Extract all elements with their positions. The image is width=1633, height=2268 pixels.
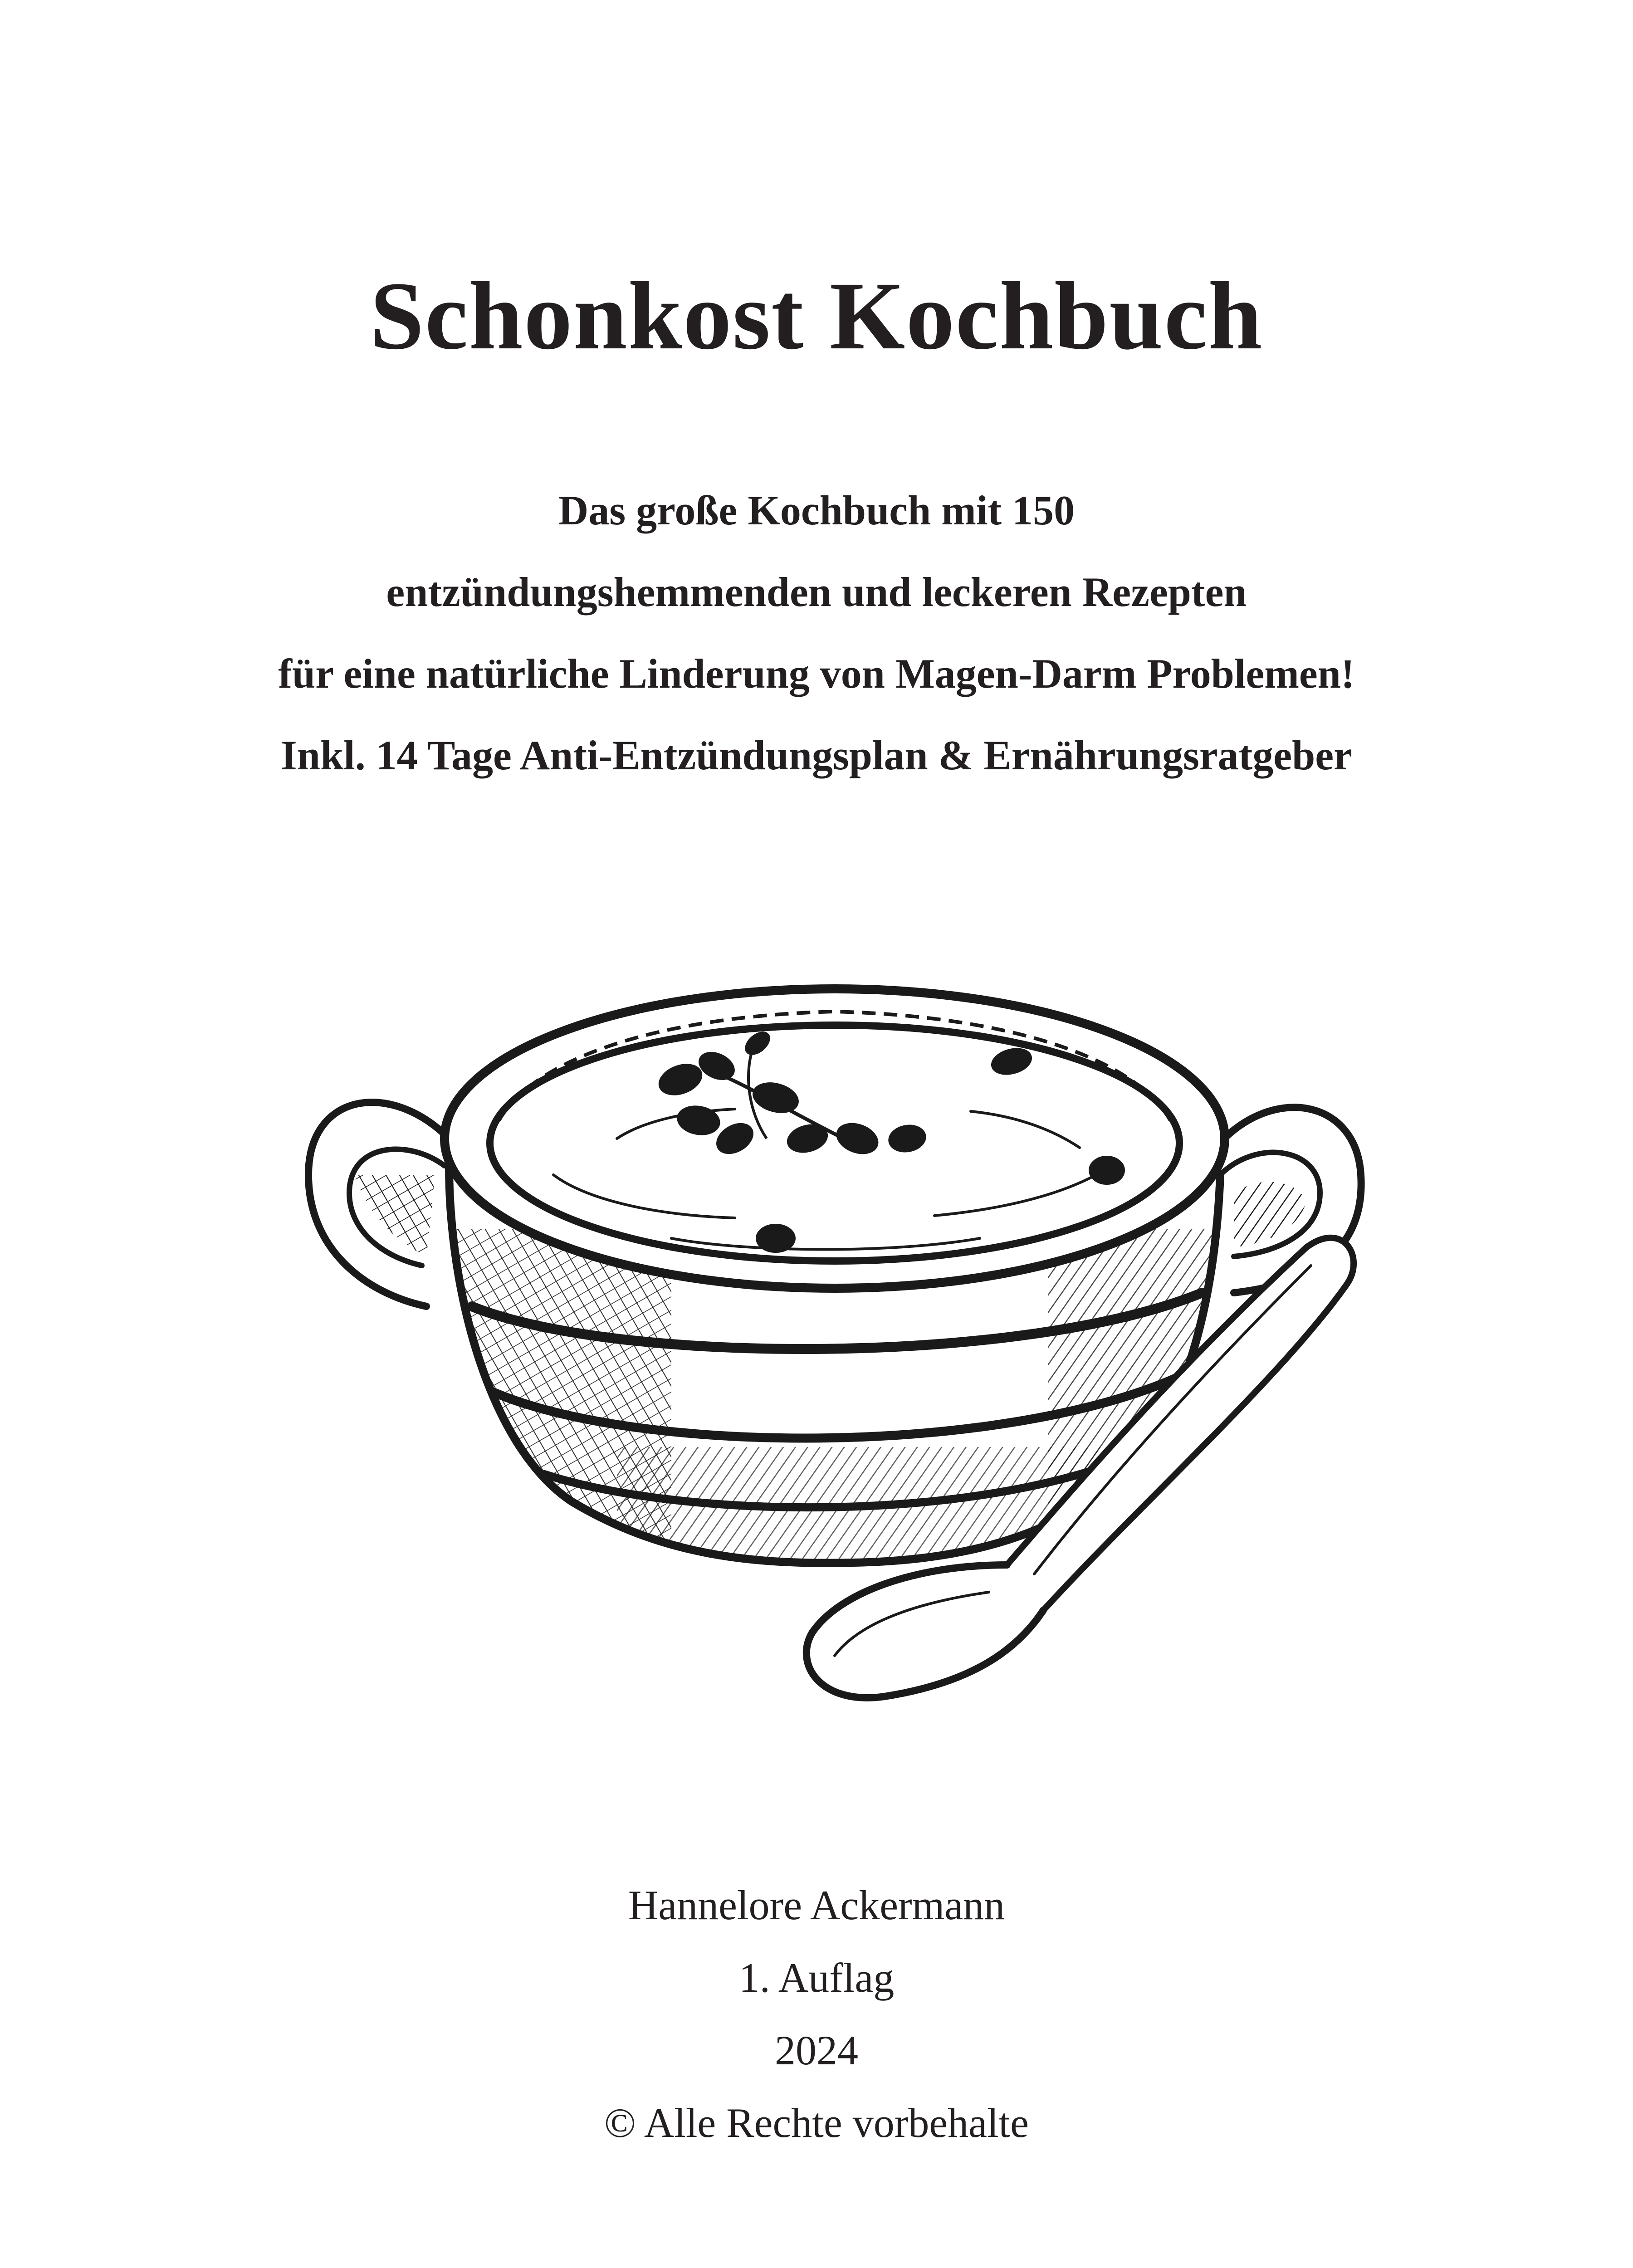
copyright-notice: © Alle Rechte vorbehalte (604, 2100, 1029, 2146)
subtitle-line: Inkl. 14 Tage Anti-Entzündungsplan & Ernährungsratgeber (281, 732, 1352, 778)
author-name: Hannelore Ackermann (628, 1882, 1005, 1928)
publication-year: 2024 (775, 2027, 858, 2073)
subtitle-line: Das große Kochbuch mit 150 (558, 487, 1075, 533)
soup-bowl-illustration (299, 885, 1379, 1746)
book-title: Schonkost Kochbuch (370, 262, 1263, 370)
left-handle (308, 1102, 449, 1306)
subtitle-line: für eine natürliche Linderung von Magen-Darm Problemen! (278, 650, 1355, 697)
subtitle-line: entzündungshemmenden und leckeren Rezepten (386, 569, 1247, 615)
book-subtitle (0, 469, 1633, 796)
publication-info (0, 1869, 1633, 2159)
edition: 1. Auflag (738, 1955, 895, 2001)
bowl-rim (445, 989, 1225, 1288)
